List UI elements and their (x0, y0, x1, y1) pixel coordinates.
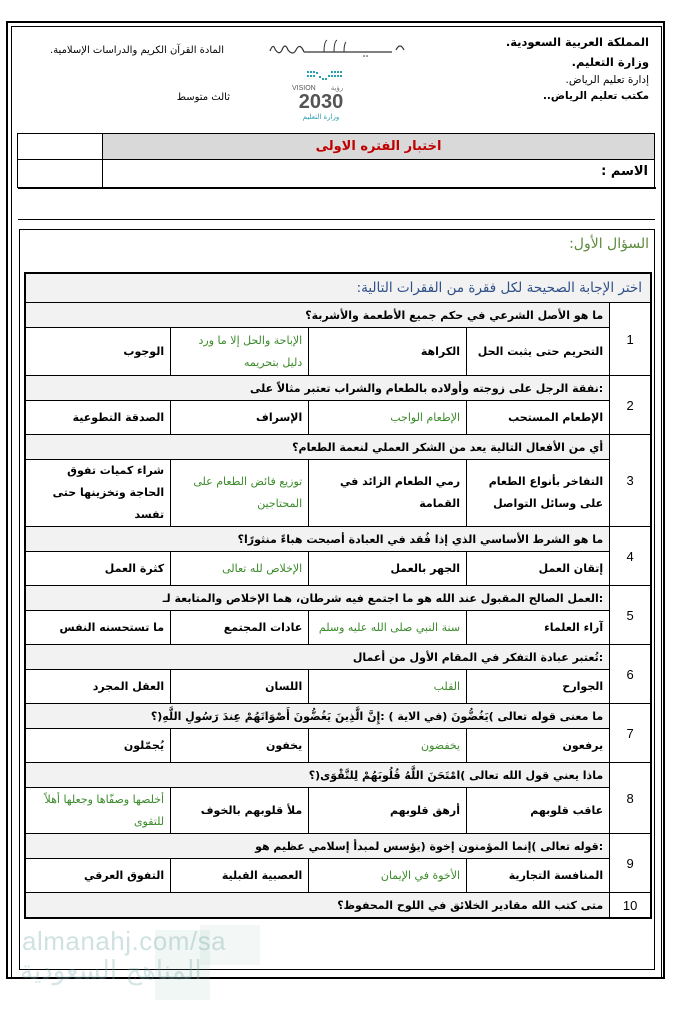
header-ministry-block (506, 32, 649, 104)
exam-title-table (17, 133, 655, 188)
svg-text:VISION: VISION (292, 85, 316, 92)
answer-option[interactable]: كثرة العمل (25, 552, 171, 586)
question-number: 9 (610, 834, 651, 893)
question-text: أي من الأفعال التالية يعد من الشكر العملي لنعمة الطعام؟ (25, 435, 610, 460)
svg-text:رؤية: رؤية (330, 84, 344, 92)
question-row (25, 704, 651, 729)
watermark-arabic: المناهج السعودية (20, 956, 202, 986)
question-number: 1 (610, 303, 651, 376)
options-row (25, 328, 651, 376)
vision-2030-logo (285, 70, 360, 122)
header-line-directorate: إدارة تعليم الرياض. (565, 74, 649, 86)
question-text: :نفقة الرجل على زوجته وأولاده بالطعام والشراب تعتبر مثالاً على (25, 376, 610, 401)
question-row (25, 893, 651, 919)
horizontal-divider (18, 219, 655, 220)
answer-option-correct[interactable]: القلب (309, 670, 467, 704)
options-row (25, 460, 651, 527)
options-row (25, 729, 651, 763)
question-row (25, 586, 651, 611)
exam-title: اختبار الفتره الاولى (315, 139, 442, 154)
header-line-kingdom: المملكة العربية السعودية. (505, 35, 649, 49)
answer-option[interactable]: شراء كميات تفوق الحاجة وتخزينها حتى تفسد (25, 460, 171, 527)
answer-option[interactable]: يرفعون (467, 729, 610, 763)
answer-option-correct[interactable]: يخفضون (309, 729, 467, 763)
answer-option[interactable]: الجهر بالعمل (309, 552, 467, 586)
answer-option[interactable]: إتقان العمل (467, 552, 610, 586)
options-row (25, 859, 651, 893)
instruction-row (25, 273, 651, 303)
answer-option[interactable]: الصدقة التطوعية (25, 401, 171, 435)
answer-option[interactable]: العصبية القبلية (171, 859, 309, 893)
answer-option[interactable]: يخفون (171, 729, 309, 763)
header-line-office: مكتب تعليم الرياض.. (542, 90, 649, 102)
answer-option[interactable]: الوجوب (25, 328, 171, 376)
answer-option[interactable]: أرهق قلوبهم (309, 788, 467, 834)
question-text: ما معنى قوله تعالى )يَغُضُّونَ (في الاية ) :إِنَّ الَّذِينَ يَغُضُّونَ أَصْوَاتَهُمْ عِندَ رَسُولِ اللَّهِ(؟ (25, 704, 610, 729)
answer-option-correct[interactable]: الإباحة والحل إلا ما ورد دليل بتحريمه (171, 328, 309, 376)
question-number: 4 (610, 527, 651, 586)
watermark-url: almanahj.com/sa (22, 926, 227, 956)
score-box-top[interactable] (18, 134, 102, 160)
answer-option[interactable]: ملأ قلوبهم بالخوف (171, 788, 309, 834)
question-text: :تُعتبر عبادة التفكر في المقام الأول من أعمال (25, 645, 610, 670)
answer-option[interactable]: الكراهة (309, 328, 467, 376)
question-text: :العمل الصالح المقبول عند الله هو ما اجتمع فيه شرطان، هما الإخلاص والمتابعة لـ (25, 586, 610, 611)
svg-text:2030: 2030 (298, 91, 344, 113)
answer-option[interactable]: يُجمّلون (25, 729, 171, 763)
options-row (25, 670, 651, 704)
options-row (25, 611, 651, 645)
question-number: 6 (610, 645, 651, 704)
question-number: 2 (610, 376, 651, 435)
instruction-text: اختر الإجابة الصحيحة لكل فقرة من الفقرات التالية: (25, 273, 651, 303)
answer-option-correct[interactable]: سنة النبي صلى الله عليه وسلم (309, 611, 467, 645)
questions-body (25, 303, 651, 919)
exam-title-bar (103, 134, 654, 160)
question-row (25, 527, 651, 552)
answer-option[interactable]: عاقب قلوبهم (467, 788, 610, 834)
question-number: 8 (610, 763, 651, 834)
question-number: 3 (610, 435, 651, 527)
title-table-shadow (18, 187, 656, 189)
question-text: ما هو الأصل الشرعي في حكم جميع الأطعمة والأشربة؟ (25, 303, 610, 328)
answer-option[interactable]: الإطعام المستحب (467, 401, 610, 435)
answer-option[interactable]: آراء العلماء (467, 611, 610, 645)
question-row (25, 303, 651, 328)
answer-option[interactable]: عادات المجتمع (171, 611, 309, 645)
question-text: متى كتب الله مقادير الخلائق في اللوح المحفوظ؟ (25, 893, 610, 919)
svg-text:وزارة التعليم: وزارة التعليم (302, 113, 340, 121)
options-row (25, 788, 651, 834)
section-title: السؤال الأول: (569, 236, 649, 252)
question-text: :قوله تعالى )إنما المؤمنون إخوة (يؤسس لمبدأ إسلامي عظيم هو (25, 834, 610, 859)
answer-option[interactable]: الجوارح (467, 670, 610, 704)
question-row (25, 834, 651, 859)
header-line-ministry: وزارة التعليم. (571, 55, 649, 69)
questions-table (24, 272, 652, 919)
question-row (25, 763, 651, 788)
answer-option[interactable]: التحريم حتى يثبت الحل (467, 328, 610, 376)
answer-option-correct[interactable]: أخلصها وصفّاها وجعلها أهلاً للتقوى (25, 788, 171, 834)
answer-option[interactable]: الإسراف (171, 401, 309, 435)
answer-option[interactable]: التفوق العرقي (25, 859, 171, 893)
answer-option-correct[interactable]: الإخلاص لله تعالى (171, 552, 309, 586)
answer-option[interactable]: ما تستحسنه النفس (25, 611, 171, 645)
answer-option[interactable]: العقل المجرد (25, 670, 171, 704)
answer-option[interactable]: المنافسة التجارية (467, 859, 610, 893)
question-number: 10 (610, 893, 651, 919)
answer-option[interactable]: رمي الطعام الزائد في القمامة (309, 460, 467, 527)
question-row (25, 376, 651, 401)
grade-label: ثالث متوسط (176, 92, 230, 103)
question-number: 5 (610, 586, 651, 645)
answer-option-correct[interactable]: الأخوة في الإيمان (309, 859, 467, 893)
question-row (25, 435, 651, 460)
question-text: ما هو الشرط الأساسي الذي إذا فُقد في العبادة أصبحت هباءً منثورًا؟ (25, 527, 610, 552)
question-text: ماذا يعني قول الله تعالى )امْتَحَنَ اللَّهُ قُلُوبَهُمْ لِلتَّقْوَى(؟ (25, 763, 610, 788)
options-row (25, 552, 651, 586)
basmala-calligraphy (264, 36, 414, 62)
answer-option-correct[interactable]: توزيع فائض الطعام على المحتاجين (171, 460, 309, 527)
answer-option-correct[interactable]: الإطعام الواجب (309, 401, 467, 435)
answer-option[interactable]: اللسان (171, 670, 309, 704)
options-row (25, 401, 651, 435)
question-row (25, 645, 651, 670)
answer-option[interactable]: التفاخر بأنواع الطعام على وسائل التواصل (467, 460, 610, 527)
student-name-field[interactable] (103, 160, 654, 187)
question-number: 7 (610, 704, 651, 763)
subject-label: المادة القرآن الكريم والدراسات الإسلامية. (50, 45, 224, 56)
score-boxes (18, 134, 103, 187)
name-label: الاسم : (601, 164, 648, 179)
